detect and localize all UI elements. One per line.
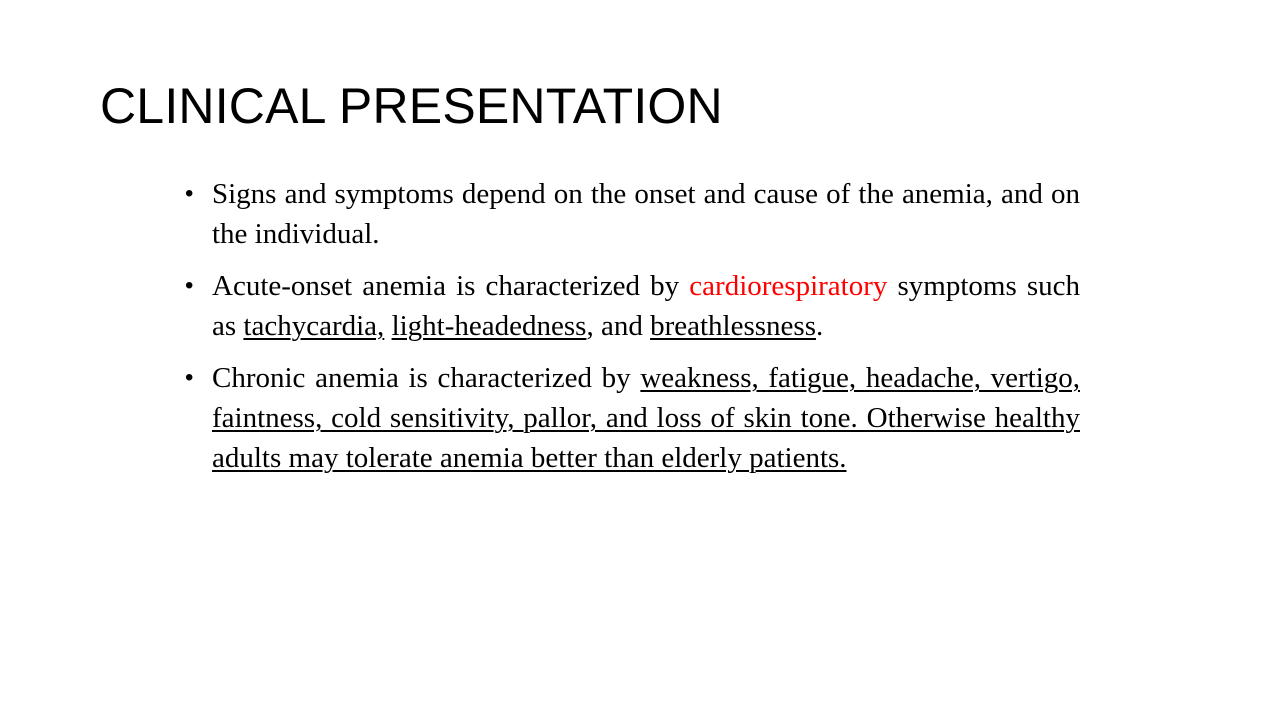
underlined-tachycardia: tachycardia, — [243, 310, 385, 342]
bullet-text: . — [815, 310, 824, 342]
bullet-list — [185, 174, 1081, 490]
bullet-text: Chronic anemia is characterized by — [212, 362, 641, 394]
underlined-chronic-symptoms: weakness, fatigue, headache, vertigo, faintness, cold sensitivity, pallor, and loss of skin tone. Otherwise healthy adults may tolerate anemia better than elderly patients. — [212, 362, 1080, 474]
slide-title: CLINICAL PRESENTATION — [100, 78, 723, 134]
underlined-breathlessness: breathlessness — [650, 310, 816, 342]
bullet-text: Signs and symptoms depend on the onset and cause of the anemia, and on the individual. — [212, 178, 1080, 250]
bullet-text: symptoms such as — [212, 270, 1081, 342]
bullet-text: Acute-onset anemia is characterized by — [212, 270, 690, 302]
bullet-dot-icon: • — [185, 272, 194, 299]
bullet-item-acute — [185, 266, 1081, 346]
bullet-item-chronic — [185, 358, 1080, 478]
bullet-item-onset — [185, 174, 1080, 254]
bullet-dot-icon: • — [185, 364, 194, 391]
bullet-text: , and — [586, 310, 651, 342]
underlined-light-headedness: light-headedness — [391, 310, 587, 342]
bullet-dot-icon: • — [185, 180, 194, 207]
highlight-cardiorespiratory: cardiorespiratory — [689, 270, 888, 302]
bullet-text — [384, 310, 391, 342]
